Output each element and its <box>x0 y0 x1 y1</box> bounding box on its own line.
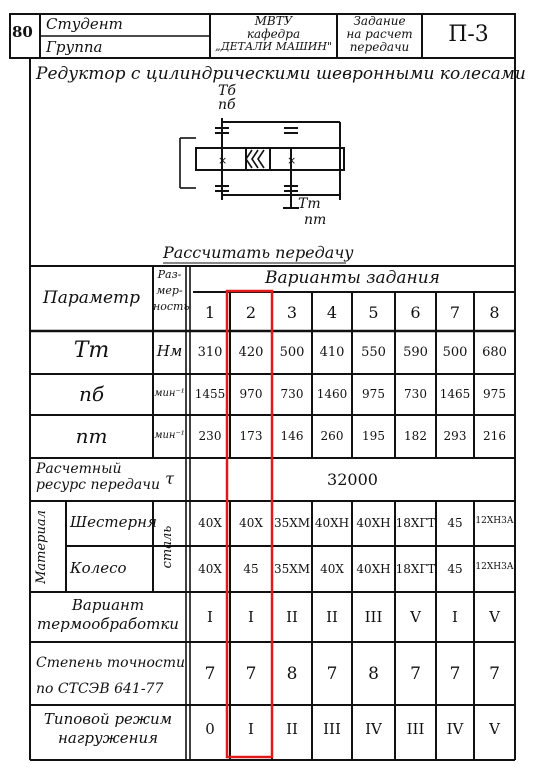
nt-value: 195 <box>362 429 385 443</box>
load-mode-value: III <box>323 720 341 738</box>
nb-value: 730 <box>404 387 427 401</box>
nb-value: 1465 <box>439 387 471 401</box>
nt-value: 182 <box>404 429 427 443</box>
svg-text:×: × <box>287 154 297 167</box>
row-tt-unit: Нм <box>156 342 183 360</box>
row-resource-param <box>36 461 160 493</box>
pinion-material-value: 12ХН3А <box>475 516 514 526</box>
output-torque-label: Tт <box>298 196 321 212</box>
load-mode-value: IV <box>365 720 382 738</box>
tt-value: 500 <box>279 345 305 360</box>
input-torque-label: Tб <box>218 83 236 99</box>
department-name: „ДЕТАЛИ МАШИН" <box>215 40 332 53</box>
heat-treatment-value: I <box>248 608 254 626</box>
pinion-material-value: 18ХГТ <box>395 516 436 530</box>
row-accuracy-param <box>36 650 185 702</box>
accuracy-value: 7 <box>449 664 461 684</box>
heat-treatment-value: I <box>207 608 213 626</box>
gear-material-value: 40Х <box>320 562 344 576</box>
material-group-label: Материал <box>34 510 49 584</box>
variants-header: Варианты задания <box>265 268 440 288</box>
tt-value: 550 <box>361 345 386 360</box>
gear-material-value: 18ХГТ <box>395 562 436 576</box>
nb-value: 1455 <box>194 387 226 401</box>
output-speed-label: nт <box>304 212 327 228</box>
unit-header-line1: Раз- <box>157 268 182 281</box>
task-code: П-3 <box>448 22 489 47</box>
row-heat-param <box>30 596 186 634</box>
variant-number-2: 2 <box>245 303 257 322</box>
unit-header <box>153 267 190 315</box>
institution: МВТУ <box>254 14 293 28</box>
nt-value: 260 <box>320 429 344 443</box>
heat-treatment-value: I <box>452 608 458 626</box>
row-load-param <box>30 710 186 748</box>
tt-value: 590 <box>403 345 428 360</box>
row-resource-value: 32000 <box>327 470 378 489</box>
nt-value: 293 <box>443 429 467 443</box>
gear-material-value: 12ХН3А <box>475 562 514 572</box>
accuracy-value: 8 <box>286 664 298 684</box>
heat-treatment-value: V <box>489 608 500 626</box>
heat-treatment-value: III <box>364 608 383 626</box>
load-mode-value: IV <box>446 720 464 738</box>
row-tt-param: Tт <box>73 338 110 363</box>
row-accuracy-param-line2: по СТСЭВ 641-77 <box>36 681 164 697</box>
accuracy-value: 7 <box>489 664 500 684</box>
tt-value: 410 <box>319 345 345 360</box>
gear-material-value: 45 <box>243 562 259 576</box>
gear-material-value: 40Х <box>198 562 222 576</box>
row-resource-param-line1: Расчетный <box>36 461 122 477</box>
row-accuracy-param-line1: Степень точности <box>36 655 186 671</box>
unit-header-line3: ность <box>153 300 190 313</box>
tt-value: 680 <box>482 345 507 360</box>
row-nb-unit: мин⁻¹ <box>154 388 185 399</box>
load-mode-value: 0 <box>205 720 215 738</box>
nb-value: 975 <box>362 387 385 401</box>
row-nt-param: nт <box>75 424 108 448</box>
accuracy-value: 7 <box>245 664 257 684</box>
pinion-material-value: 40Х <box>239 516 263 530</box>
tt-value: 310 <box>197 345 223 360</box>
group-label: Группа <box>46 38 103 56</box>
sheet-number: 80 <box>12 23 33 41</box>
material-unit: сталь <box>160 525 175 569</box>
heat-treatment-value: V <box>410 608 421 626</box>
pinion-material-value: 40ХН <box>356 516 391 530</box>
load-mode-value: V <box>489 720 500 738</box>
row-resource-unit: τ <box>165 469 174 488</box>
pinion-material-value: 40ХН <box>314 516 350 530</box>
load-mode-value: I <box>248 720 254 738</box>
reducer-diagram <box>180 118 344 208</box>
document-title: Редуктор с цилиндрическими шевронными колесами <box>36 64 526 84</box>
task-title-line2: на расчет <box>346 27 413 41</box>
variant-number-6: 6 <box>410 303 421 322</box>
unit-header-line2: мер- <box>156 284 183 297</box>
row-resource-param-line2: ресурс передачи <box>36 477 160 493</box>
instruction: Рассчитать передачу <box>163 243 354 262</box>
nb-value: 1460 <box>316 387 348 401</box>
pinion-material-value: 35ХМ <box>273 516 311 530</box>
nt-value: 146 <box>280 429 304 443</box>
row-load-param-line1: Типовой режим <box>43 710 173 728</box>
nt-value: 230 <box>198 429 222 443</box>
gear-material-value: 45 <box>447 562 463 576</box>
variant-number-7: 7 <box>449 303 461 322</box>
nb-value: 970 <box>239 387 263 401</box>
gear-material-value: 35ХМ <box>273 562 311 576</box>
input-speed-label: nб <box>218 97 236 113</box>
nt-value: 216 <box>483 429 506 443</box>
variant-number-4: 4 <box>326 303 338 322</box>
tt-value: 420 <box>238 345 264 360</box>
tt-value: 500 <box>442 345 468 360</box>
heat-treatment-value: II <box>286 608 298 626</box>
nb-value: 975 <box>483 387 506 401</box>
row-heat-param-line2: термообработки <box>37 615 179 633</box>
accuracy-value: 7 <box>326 664 338 684</box>
row-load-param-line2: нагружения <box>57 729 159 747</box>
nt-value: 173 <box>239 429 263 443</box>
gear-material-value: 40ХН <box>356 562 391 576</box>
variant-number-8: 8 <box>489 303 500 322</box>
diagram-axis-marks <box>218 154 296 167</box>
accuracy-value: 7 <box>410 664 421 684</box>
variant-number-3: 3 <box>286 303 298 322</box>
row-pinion-param: Шестерня <box>70 513 157 531</box>
load-mode-value: II <box>286 720 298 738</box>
accuracy-value: 8 <box>368 664 379 684</box>
variant-number-1: 1 <box>204 303 216 322</box>
param-header: Параметр <box>42 288 141 308</box>
row-nb-param: nб <box>78 382 105 406</box>
svg-text:×: × <box>218 154 228 167</box>
heat-treatment-value: II <box>326 608 338 626</box>
pinion-material-value: 45 <box>447 516 463 530</box>
load-mode-value: III <box>406 720 425 738</box>
variant-number-5: 5 <box>368 303 379 322</box>
row-heat-param-line1: Вариант <box>71 596 145 614</box>
accuracy-value: 7 <box>204 664 216 684</box>
row-nt-unit: мин⁻¹ <box>154 430 185 441</box>
task-title-line1: Задание <box>353 14 406 28</box>
row-gear-param: Колесо <box>70 559 127 577</box>
student-label: Студент <box>46 15 123 33</box>
department: кафедра <box>246 27 301 41</box>
task-title-line3: передачи <box>349 40 410 54</box>
nb-value: 730 <box>280 387 304 401</box>
pinion-material-value: 40Х <box>198 516 222 530</box>
